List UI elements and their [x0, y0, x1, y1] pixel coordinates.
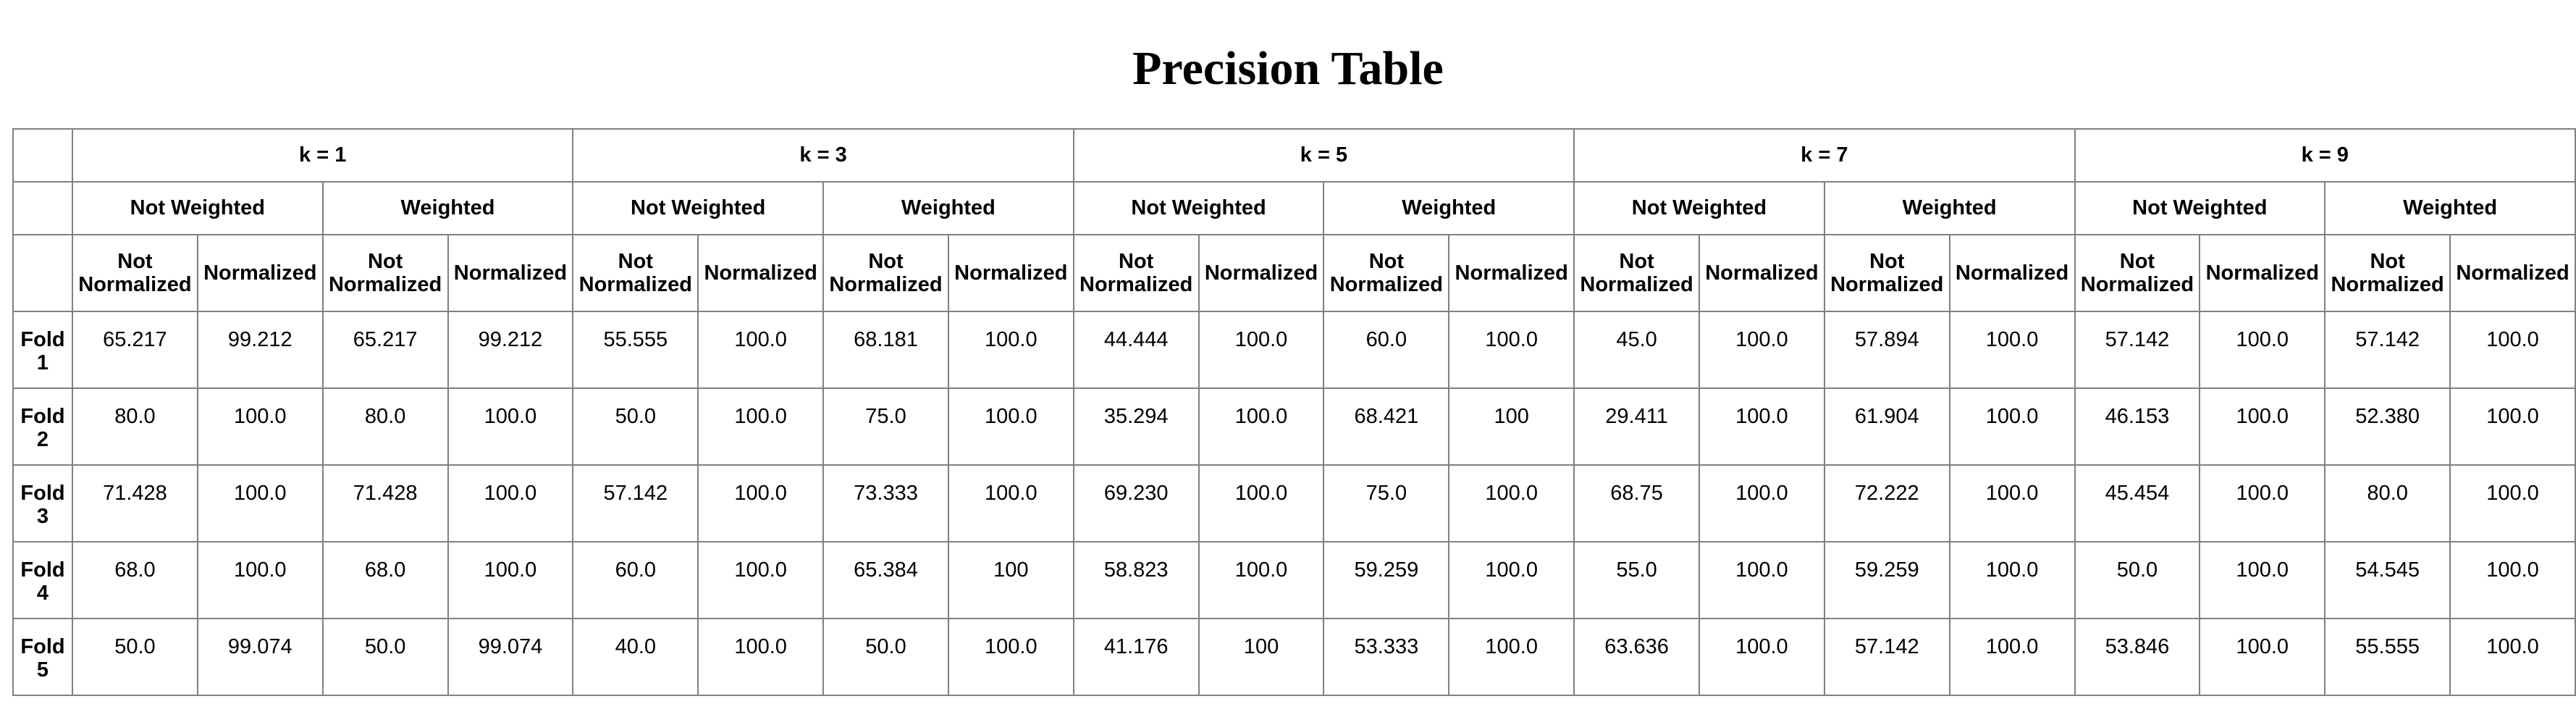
table-cell: 59.259: [1323, 542, 1449, 619]
table-row: [13, 388, 2575, 465]
k-group-header: k = 7: [1574, 129, 2074, 182]
table-cell: 100.0: [1199, 311, 1324, 388]
table-cell: 100.0: [198, 388, 323, 465]
weight-header: Weighted: [2325, 182, 2575, 235]
weight-header-row: [13, 182, 2575, 235]
table-cell: 50.0: [2075, 542, 2200, 619]
table-cell: 59.259: [1824, 542, 1950, 619]
table-cell: 100: [948, 542, 1074, 619]
table-cell: 100.0: [2200, 542, 2325, 619]
table-cell: 80.0: [2325, 465, 2450, 542]
table-cell: 100.0: [698, 542, 823, 619]
norm-header: Normalized: [1699, 235, 1824, 311]
weight-header: Not Weighted: [573, 182, 823, 235]
table-cell: 55.555: [573, 311, 698, 388]
table-cell: 73.333: [823, 465, 948, 542]
norm-header: Not Normalized: [1323, 235, 1449, 311]
table-cell: 100.0: [448, 465, 573, 542]
corner-cell: [13, 129, 72, 182]
table-cell: 100.0: [2450, 465, 2575, 542]
table-cell: 100.0: [2200, 388, 2325, 465]
fold-label: Fold 5: [13, 619, 72, 695]
table-cell: 100.0: [2450, 311, 2575, 388]
table-cell: 100.0: [2200, 619, 2325, 695]
table-cell: 53.846: [2075, 619, 2200, 695]
corner-cell: [13, 235, 72, 311]
table-cell: 100.0: [198, 465, 323, 542]
fold-label: Fold 1: [13, 311, 72, 388]
table-cell: 71.428: [72, 465, 198, 542]
table-cell: 61.904: [1824, 388, 1950, 465]
table-cell: 35.294: [1074, 388, 1199, 465]
weight-header: Weighted: [1323, 182, 1574, 235]
table-cell: 100.0: [198, 542, 323, 619]
table-cell: 100.0: [1950, 542, 2075, 619]
norm-header: Normalized: [1950, 235, 2075, 311]
table-cell: 75.0: [1323, 465, 1449, 542]
table-cell: 50.0: [823, 619, 948, 695]
table-cell: 100.0: [448, 542, 573, 619]
table-cell: 100.0: [2450, 619, 2575, 695]
table-cell: 100.0: [1699, 388, 1824, 465]
table-cell: 65.217: [72, 311, 198, 388]
table-cell: 68.0: [323, 542, 448, 619]
norm-header: Normalized: [2450, 235, 2575, 311]
table-cell: 100.0: [1950, 619, 2075, 695]
norm-header: Not Normalized: [2075, 235, 2200, 311]
table-cell: 100.0: [698, 465, 823, 542]
table-cell: 100.0: [2450, 388, 2575, 465]
table-cell: 100.0: [448, 388, 573, 465]
table-cell: 68.181: [823, 311, 948, 388]
table-cell: 55.0: [1574, 542, 1699, 619]
norm-header: Not Normalized: [573, 235, 698, 311]
table-cell: 100.0: [1699, 465, 1824, 542]
norm-header: Normalized: [448, 235, 573, 311]
weight-header: Weighted: [323, 182, 573, 235]
table-cell: 50.0: [72, 619, 198, 695]
table-cell: 100.0: [1950, 388, 2075, 465]
norm-header: Not Normalized: [72, 235, 198, 311]
table-cell: 45.454: [2075, 465, 2200, 542]
table-cell: 68.75: [1574, 465, 1699, 542]
norm-header: Not Normalized: [1574, 235, 1699, 311]
weight-header: Not Weighted: [72, 182, 323, 235]
table-cell: 63.636: [1574, 619, 1699, 695]
norm-header: Not Normalized: [2325, 235, 2450, 311]
table-cell: 100.0: [1449, 619, 1574, 695]
table-cell: 71.428: [323, 465, 448, 542]
table-cell: 65.217: [323, 311, 448, 388]
weight-header: Weighted: [1824, 182, 2075, 235]
k-group-header: k = 5: [1074, 129, 1574, 182]
table-cell: 100.0: [1950, 311, 2075, 388]
table-cell: 50.0: [323, 619, 448, 695]
table-cell: 75.0: [823, 388, 948, 465]
table-cell: 100.0: [1199, 465, 1324, 542]
k-group-header: k = 1: [72, 129, 573, 182]
table-cell: 100.0: [948, 311, 1074, 388]
norm-header: Normalized: [1199, 235, 1324, 311]
precision-table: [12, 128, 2576, 696]
table-cell: 100.0: [1199, 388, 1324, 465]
table-cell: 100.0: [948, 388, 1074, 465]
table-cell: 41.176: [1074, 619, 1199, 695]
k-group-header: k = 3: [573, 129, 1073, 182]
table-cell: 50.0: [573, 388, 698, 465]
table-cell: 52.380: [2325, 388, 2450, 465]
table-cell: 58.823: [1074, 542, 1199, 619]
table-cell: 80.0: [323, 388, 448, 465]
norm-header: Normalized: [2200, 235, 2325, 311]
table-cell: 60.0: [573, 542, 698, 619]
norm-header: Normalized: [698, 235, 823, 311]
weight-header: Weighted: [823, 182, 1074, 235]
weight-header: Not Weighted: [1574, 182, 1824, 235]
k-header-row: [13, 129, 2575, 182]
table-cell: 100.0: [1699, 619, 1824, 695]
fold-label: Fold 2: [13, 388, 72, 465]
table-row: [13, 619, 2575, 695]
table-row: [13, 542, 2575, 619]
table-cell: 40.0: [573, 619, 698, 695]
table-cell: 60.0: [1323, 311, 1449, 388]
table-row: [13, 465, 2575, 542]
table-cell: 65.384: [823, 542, 948, 619]
table-cell: 53.333: [1323, 619, 1449, 695]
table-cell: 44.444: [1074, 311, 1199, 388]
table-cell: 68.0: [72, 542, 198, 619]
table-cell: 100.0: [1199, 542, 1324, 619]
table-cell: 100.0: [948, 465, 1074, 542]
table-cell: 100.0: [1699, 542, 1824, 619]
table-body: [13, 311, 2575, 695]
table-cell: 100.0: [1449, 542, 1574, 619]
table-cell: 45.0: [1574, 311, 1699, 388]
weight-header: Not Weighted: [1074, 182, 1324, 235]
table-cell: 72.222: [1824, 465, 1950, 542]
table-cell: 100.0: [948, 619, 1074, 695]
table-cell: 57.142: [2075, 311, 2200, 388]
norm-header: Not Normalized: [1074, 235, 1199, 311]
normalization-header-row: [13, 235, 2575, 311]
table-cell: 99.074: [198, 619, 323, 695]
table-cell: 55.555: [2325, 619, 2450, 695]
table-cell: 100.0: [1699, 311, 1824, 388]
table-cell: 99.212: [198, 311, 323, 388]
table-cell: 29.411: [1574, 388, 1699, 465]
norm-header: Not Normalized: [323, 235, 448, 311]
table-cell: 100.0: [698, 388, 823, 465]
fold-label: Fold 4: [13, 542, 72, 619]
table-cell: 100.0: [1449, 311, 1574, 388]
fold-label: Fold 3: [13, 465, 72, 542]
table-cell: 69.230: [1074, 465, 1199, 542]
norm-header: Normalized: [198, 235, 323, 311]
table-cell: 100.0: [698, 311, 823, 388]
table-row: [13, 311, 2575, 388]
table-cell: 100.0: [2450, 542, 2575, 619]
page-title: Precision Table: [1132, 42, 1444, 95]
table-cell: 100.0: [2200, 465, 2325, 542]
table-cell: 100.0: [1950, 465, 2075, 542]
table-cell: 99.212: [448, 311, 573, 388]
table-cell: 100: [1199, 619, 1324, 695]
table-cell: 100.0: [2200, 311, 2325, 388]
norm-header: Not Normalized: [823, 235, 948, 311]
table-cell: 80.0: [72, 388, 198, 465]
table-cell: 68.421: [1323, 388, 1449, 465]
table-cell: 100.0: [698, 619, 823, 695]
table-cell: 57.142: [573, 465, 698, 542]
norm-header: Not Normalized: [1824, 235, 1950, 311]
norm-header: Normalized: [1449, 235, 1574, 311]
table-cell: 54.545: [2325, 542, 2450, 619]
table-cell: 46.153: [2075, 388, 2200, 465]
table-cell: 57.142: [1824, 619, 1950, 695]
table-cell: 99.074: [448, 619, 573, 695]
table-cell: 57.894: [1824, 311, 1950, 388]
corner-cell: [13, 182, 72, 235]
k-group-header: k = 9: [2075, 129, 2576, 182]
table-cell: 100.0: [1449, 465, 1574, 542]
table-cell: 100: [1449, 388, 1574, 465]
table-cell: 57.142: [2325, 311, 2450, 388]
weight-header: Not Weighted: [2075, 182, 2325, 235]
norm-header: Normalized: [948, 235, 1074, 311]
